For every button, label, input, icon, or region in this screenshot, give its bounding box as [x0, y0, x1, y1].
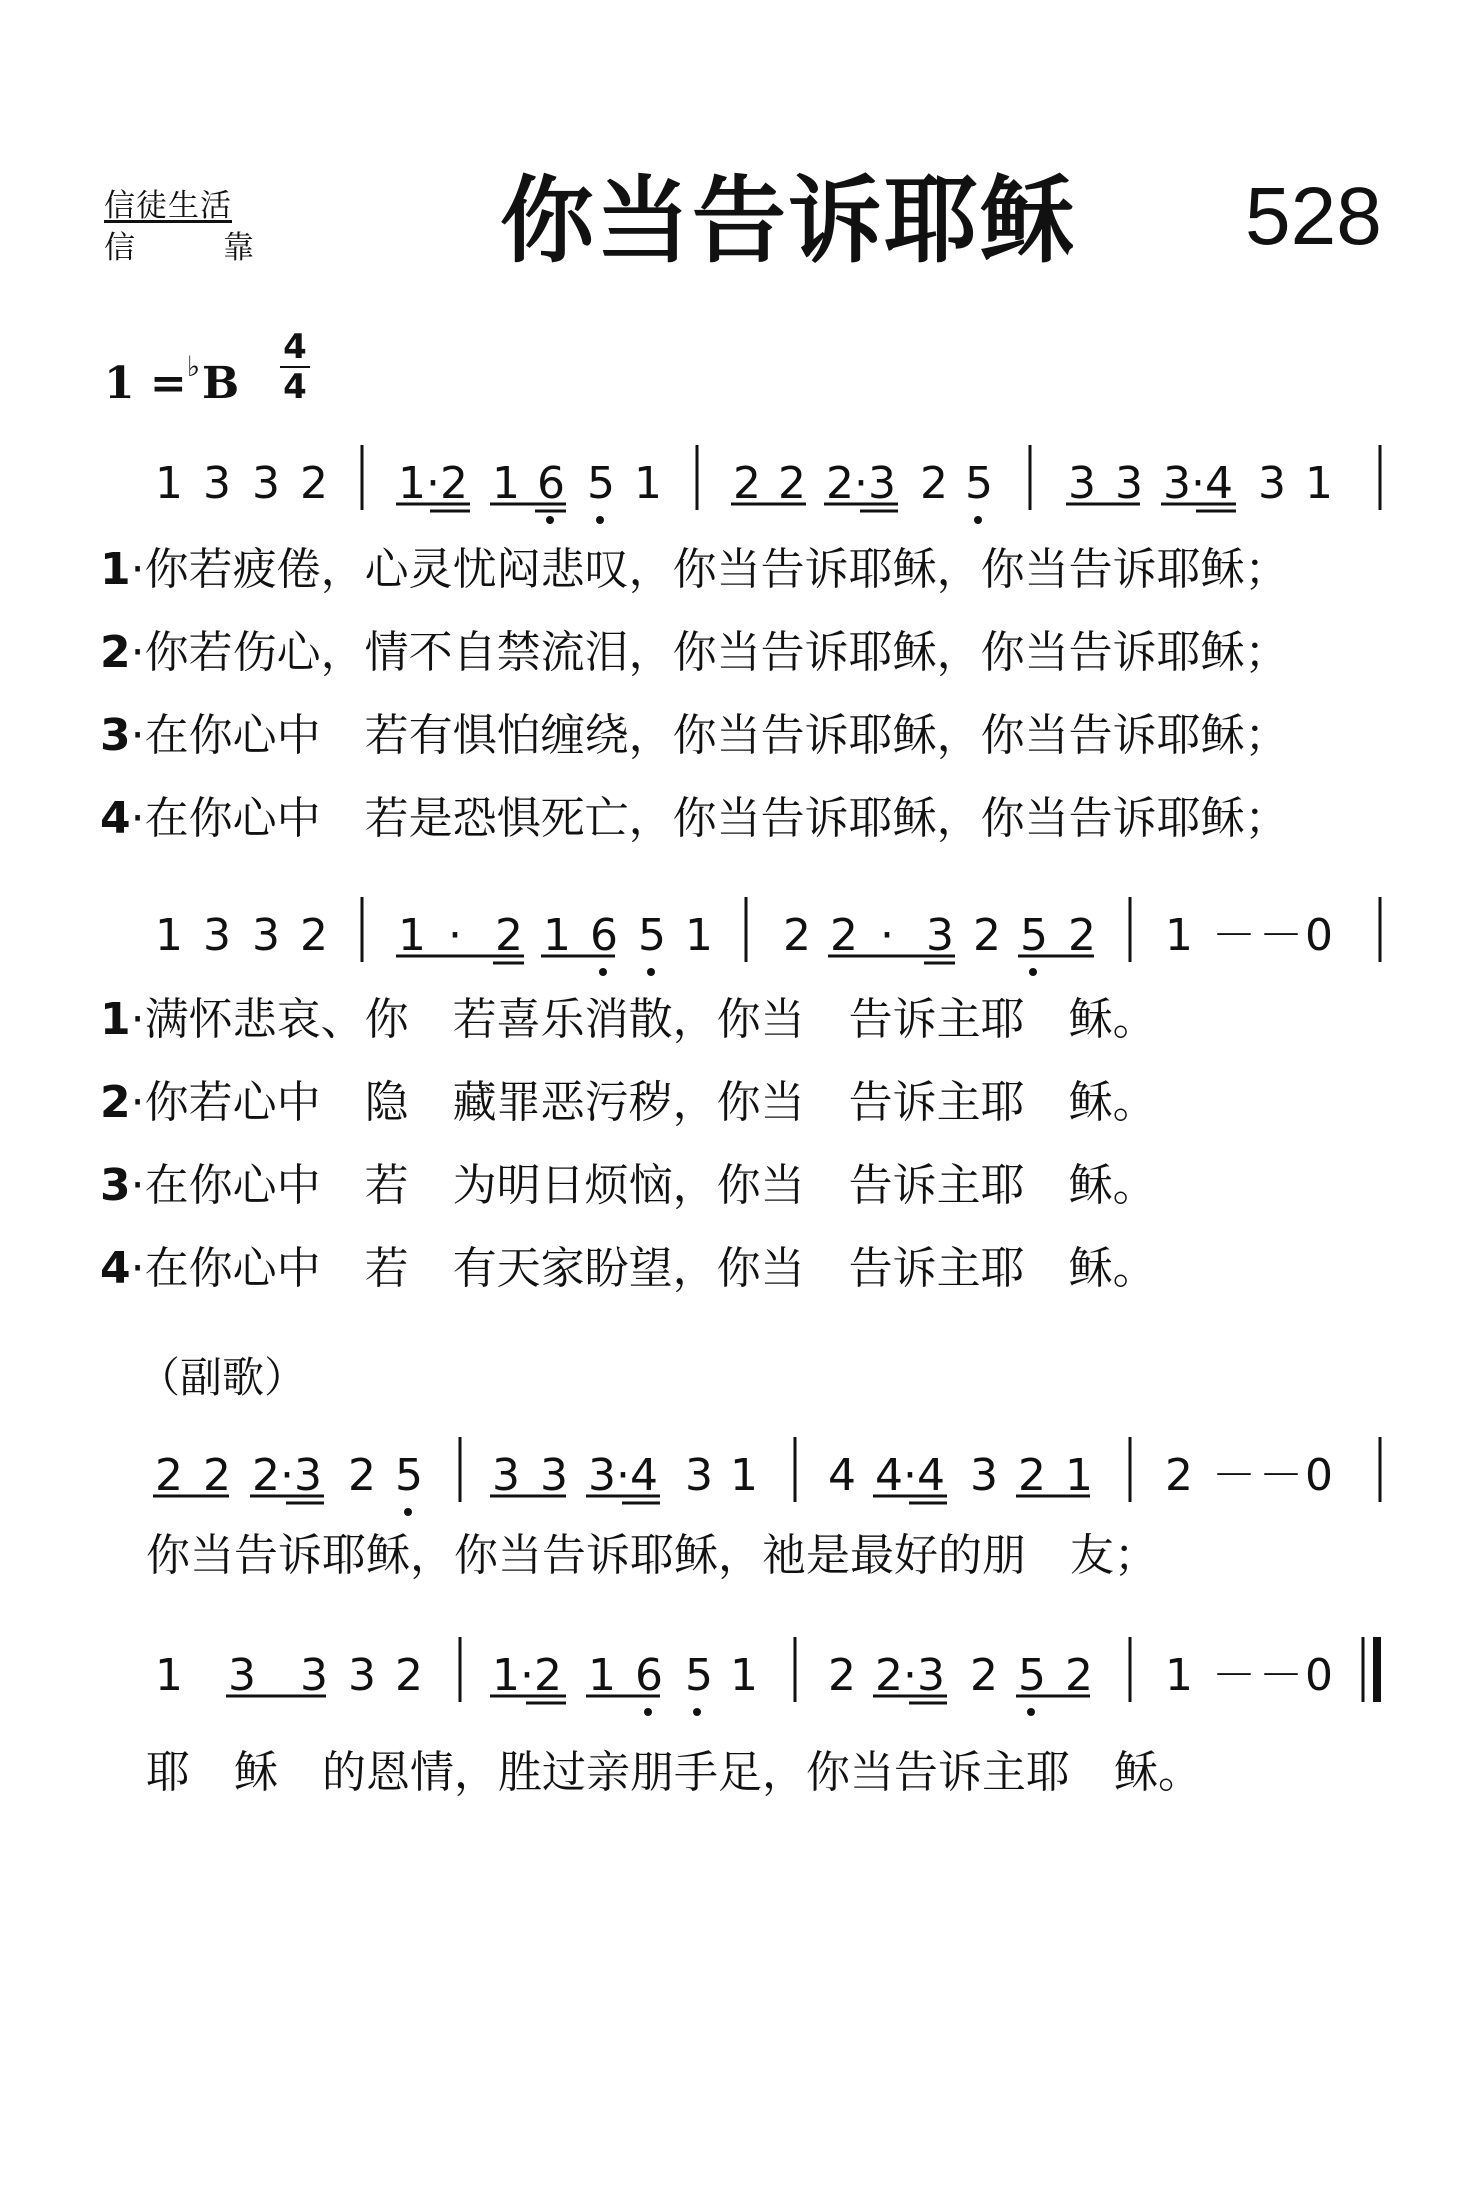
category-label: 信徒生活: [104, 188, 232, 224]
system-4-octave-dots: [644, 1708, 1035, 1716]
note: 2: [155, 1450, 183, 1501]
lyric-line: [100, 1244, 1157, 1294]
note: 2·3: [875, 1650, 945, 1701]
note: 1: [730, 1650, 758, 1701]
note: 2: [1018, 1450, 1046, 1501]
note: 1: [1065, 1450, 1093, 1501]
flat-symbol: ♭: [186, 350, 201, 383]
octave-dot: [974, 516, 982, 524]
hymn-number: 528: [1245, 171, 1382, 262]
note: 3: [1115, 458, 1143, 509]
note: 1: [1165, 1650, 1193, 1701]
note: 1: [492, 458, 520, 509]
note: 2: [495, 910, 523, 961]
verse-number: 2: [100, 627, 131, 678]
lyric-text: ·在你心中 若 为明日烦恼，你当 告诉主耶 稣。: [130, 1160, 1157, 1211]
system-2-notes: [155, 910, 1333, 961]
octave-dot: [647, 968, 655, 976]
note: 5: [1018, 1650, 1046, 1701]
note: 3·4: [588, 1450, 658, 1501]
note: 3: [1258, 458, 1286, 509]
note: 2·3: [826, 458, 896, 509]
note: 3: [348, 1650, 376, 1701]
lyric-line: [100, 711, 1289, 761]
meter-bottom: 4: [283, 367, 307, 407]
note: 3: [203, 458, 231, 509]
note: ·: [880, 910, 894, 961]
note: 2: [1068, 910, 1096, 961]
note: －: [1212, 910, 1256, 961]
note: 2: [973, 910, 1001, 961]
verse-number: 2: [100, 1077, 131, 1128]
note: 1·2: [398, 458, 468, 509]
verse-number: 1: [100, 544, 131, 595]
hymn-title: 你当告诉耶稣: [500, 167, 1077, 276]
note: 1: [398, 910, 426, 961]
note: 5: [395, 1450, 423, 1501]
note: 3: [540, 1450, 568, 1501]
lyric-line: [100, 628, 1289, 678]
note: 5: [638, 910, 666, 961]
note: 1: [1165, 910, 1193, 961]
meter-top: 4: [283, 327, 307, 367]
note: －: [1259, 1450, 1303, 1501]
system-3-octave-dots: [404, 1508, 412, 1516]
note: 2: [920, 458, 948, 509]
note: 2·3: [252, 1450, 322, 1501]
note: 3: [1068, 458, 1096, 509]
note: 3·4: [1163, 458, 1233, 509]
system-1-octave-dots: [546, 516, 982, 524]
note: ·: [448, 910, 462, 961]
subcategory-char-2: 靠: [223, 230, 254, 266]
lyric-text: ·在你心中 若是恐惧死亡，你当告诉耶稣，你当告诉耶稣；: [130, 793, 1289, 844]
octave-dot: [644, 1708, 652, 1716]
chorus-label: （副歌）: [138, 1353, 307, 1402]
note: 3: [252, 910, 280, 961]
note: 1: [634, 458, 662, 509]
note: 1: [155, 458, 183, 509]
note: 0: [1305, 1650, 1333, 1701]
note: 2: [830, 910, 858, 961]
note: 0: [1305, 910, 1333, 961]
lyric-text: ·你若疲倦，心灵忧闷悲叹，你当告诉耶稣，你当告诉耶稣；: [130, 544, 1289, 595]
lyric-text: ·在你心中 若有惧怕缠绕，你当告诉耶稣，你当告诉耶稣；: [130, 710, 1289, 761]
note: 1: [155, 910, 183, 961]
note: 1·2: [492, 1650, 562, 1701]
system-1-notes: [155, 458, 1333, 509]
lyric-line: [100, 794, 1289, 844]
note: 2: [395, 1650, 423, 1701]
lyric-text: ·你若心中 隐 藏罪恶污秽，你当 告诉主耶 稣。: [130, 1077, 1157, 1128]
note: 6: [590, 910, 618, 961]
note: 2: [1165, 1450, 1193, 1501]
note: 1: [155, 1650, 183, 1701]
note: －: [1259, 1650, 1303, 1701]
octave-dot: [546, 516, 554, 524]
note: 2: [828, 1650, 856, 1701]
lyric-text: ·你若伤心，情不自禁流泪，你当告诉耶稣，你当告诉耶稣；: [130, 627, 1289, 678]
verse-number: 1: [100, 994, 131, 1045]
octave-dot: [1029, 968, 1037, 976]
note: 2: [348, 1450, 376, 1501]
note: 2: [203, 1450, 231, 1501]
note: 3: [300, 1650, 328, 1701]
note: 1: [543, 910, 571, 961]
verse-number: 4: [100, 1243, 131, 1294]
note: －: [1212, 1450, 1256, 1501]
note: 1: [730, 1450, 758, 1501]
note: 2: [300, 910, 328, 961]
chorus-lyric-line-1: 你当告诉耶稣，你当告诉耶稣，祂是最好的朋 友；: [146, 1530, 1158, 1581]
octave-dot: [693, 1708, 701, 1716]
note: 0: [1305, 1450, 1333, 1501]
note: 4·4: [875, 1450, 945, 1501]
note: 2: [300, 458, 328, 509]
chorus-lyric-line-2: 耶 稣 的恩情，胜过亲朋手足，你当告诉主耶 稣。: [146, 1747, 1202, 1798]
note: 5: [685, 1650, 713, 1701]
verse-number: 3: [100, 710, 131, 761]
system-3-notes: [155, 1450, 1333, 1501]
note: 3: [252, 458, 280, 509]
note: 4: [828, 1450, 856, 1501]
note: 2: [783, 910, 811, 961]
note: 6: [537, 458, 565, 509]
lyric-line: [100, 1078, 1157, 1128]
note: 1: [685, 910, 713, 961]
octave-dot: [404, 1508, 412, 1516]
verse-number: 3: [100, 1160, 131, 1211]
system-4-notes: [155, 1650, 1333, 1701]
note: －: [1259, 910, 1303, 961]
lyric-line: [100, 995, 1157, 1045]
note: 5: [1020, 910, 1048, 961]
note: 3: [203, 910, 231, 961]
note: 5: [965, 458, 993, 509]
note: 2: [778, 458, 806, 509]
octave-dot: [596, 516, 604, 524]
note: 3: [685, 1450, 713, 1501]
lyric-line: [100, 1161, 1157, 1211]
key-note: B: [202, 358, 240, 409]
key-prefix: 1 =: [104, 358, 187, 409]
note: 2: [970, 1650, 998, 1701]
note: 5: [587, 458, 615, 509]
note: 1: [1305, 458, 1333, 509]
lyric-text: ·满怀悲哀、你 若喜乐消散，你当 告诉主耶 稣。: [130, 994, 1157, 1045]
lyric-line: [100, 545, 1289, 595]
note: 6: [635, 1650, 663, 1701]
note: 2: [1065, 1650, 1093, 1701]
note: 3: [492, 1450, 520, 1501]
octave-dot: [1027, 1708, 1035, 1716]
subcategory-char-1: 信: [104, 230, 135, 266]
note: 1: [588, 1650, 616, 1701]
note: 3: [228, 1650, 256, 1701]
note: 3: [970, 1450, 998, 1501]
verse-number: 4: [100, 793, 131, 844]
octave-dot: [599, 968, 607, 976]
system-1-beams: [396, 504, 1236, 511]
lyric-text: ·在你心中 若 有天家盼望，你当 告诉主耶 稣。: [130, 1243, 1157, 1294]
note: 3: [926, 910, 954, 961]
note: 2: [733, 458, 761, 509]
note: －: [1212, 1650, 1256, 1701]
system-2-octave-dots: [599, 968, 1037, 976]
